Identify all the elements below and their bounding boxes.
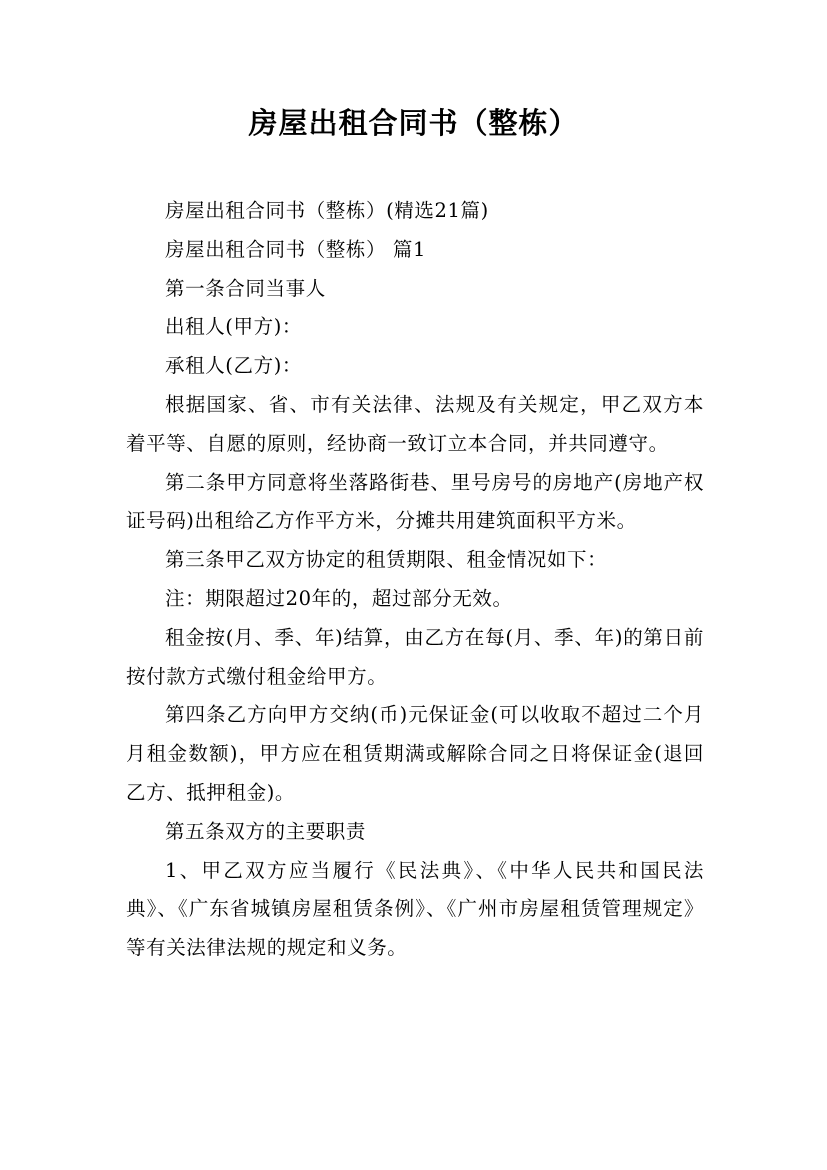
paragraph-note: 注：期限超过20年的，超过部分无效。: [165, 586, 513, 610]
paragraph-lessee: 承租人(乙方)：: [165, 354, 303, 378]
paragraph-lessor: 出租人(甲方)：: [165, 315, 303, 339]
paragraph-article-3: 第三条甲乙双方协定的租赁期限、租金情况如下：: [165, 548, 608, 572]
paragraph-rent-payment: 租金按(月、季、年)结算，由乙方在每(月、季、年)的第日前按付款方式缴付租金给甲方。: [126, 625, 704, 688]
paragraph-article-2: 第二条甲方同意将坐落路街巷、里号房号的房地产(房地产权证号码)出租给乙方作平方米，分摊共用建筑面积平方米。: [126, 470, 704, 533]
paragraph-preamble: 根据国家、省、市有关法律、法规及有关规定，甲乙双方本着平等、自愿的原则，经协商一致订立本合同，并共同遵守。: [126, 392, 704, 455]
document-body: [126, 192, 704, 968]
paragraph-section-heading: 房屋出租合同书（整栋） 篇1: [165, 237, 427, 261]
paragraph-article-1: 第一条合同当事人: [165, 276, 326, 300]
paragraph-clause-1: 1、甲乙双方应当履行《民法典》、《中华人民共和国民法典》、《广东省城镇房屋租赁条例》、《广州市房屋租赁管理规定》等有关法律法规的规定和义务。: [126, 858, 704, 960]
paragraph-article-5: 第五条双方的主要职责: [165, 819, 367, 843]
paragraph-article-4: 第四条乙方向甲方交纳(币)元保证金(可以收取不超过二个月月租金数额)，甲方应在租赁期满或解除合同之日将保证金(退回乙方、抵押租金)。: [126, 703, 704, 804]
paragraph-subtitle: 房屋出租合同书（整栋）(精选21篇): [165, 199, 489, 222]
document-title: 房屋出租合同书（整栋）: [248, 106, 579, 140]
